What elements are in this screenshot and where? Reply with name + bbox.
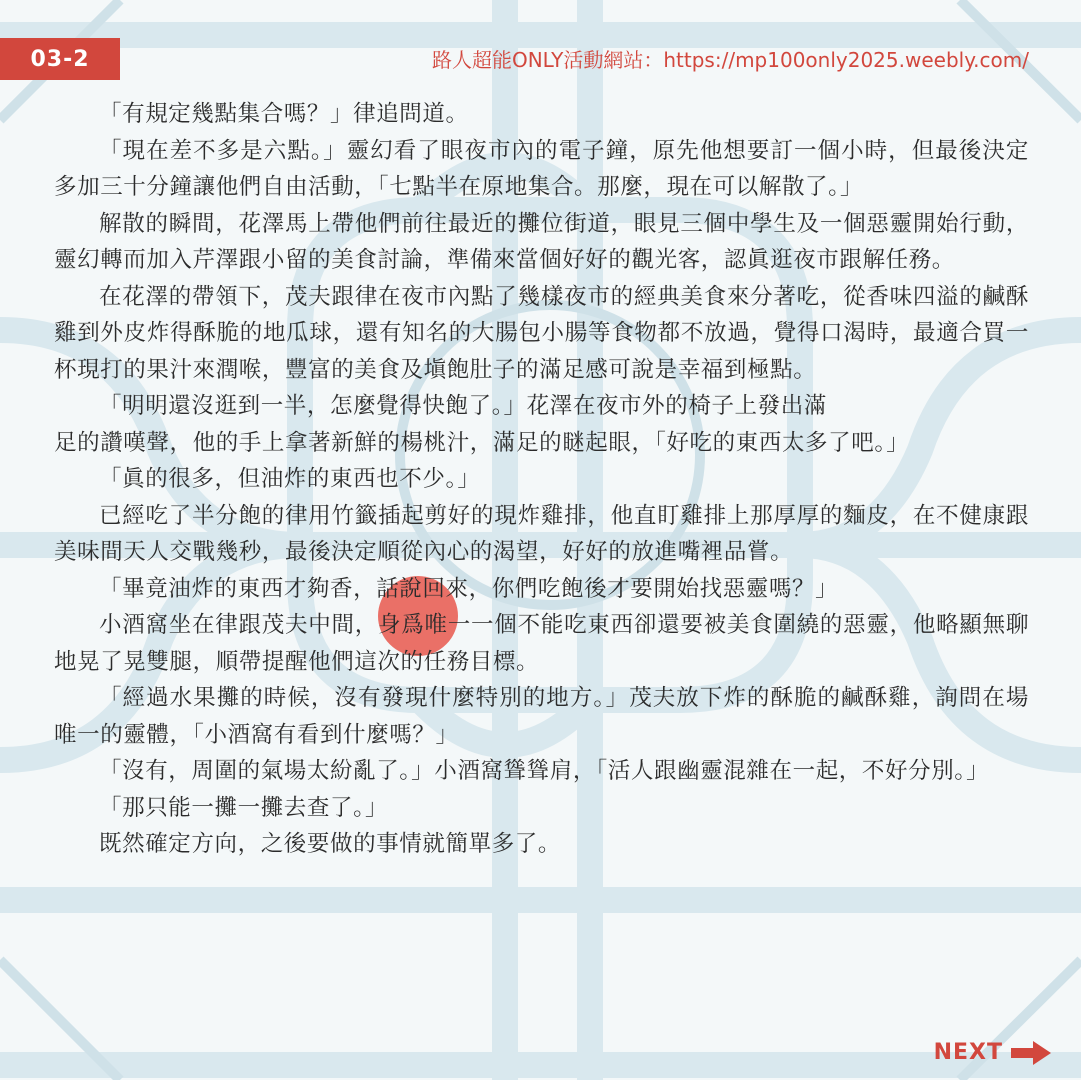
paragraph: 「明明還沒逛到一半，怎麼覺得快飽了。」花澤在夜市外的椅子上發出滿 (99, 393, 827, 419)
next-label: NEXT (933, 1040, 1003, 1065)
arrow-right-icon (1011, 1041, 1051, 1065)
paragraph-continued: 足的讚嘆聲，他的手上拿著新鮮的楊桃汁，滿足的瞇起眼，「好吃的東西太多了吧。」 (54, 429, 910, 456)
paragraph: 「那只能一攤一攤去查了。」 (99, 794, 389, 821)
story-body (54, 96, 1029, 863)
paragraph: 解散的瞬間，花澤馬上帶他們前往最近的攤位街道，眼見三個中學生及一個惡靈開始行動，靈幻轉而加入芹澤跟小留的美食討論，準備來當個好好的觀光客，認眞逛夜市跟解任務。 (54, 210, 1029, 273)
paragraph: 「有規定幾點集合嗎？」律追問道。 (99, 101, 469, 127)
paragraph: 小酒窩坐在律跟茂夫中間，身爲唯一一個不能吃東西卻還要被美食圍繞的惡靈，他略顯無聊地晃了晃雙腿，順帶提醒他們這次的任務目標。 (54, 612, 1029, 675)
next-page-button[interactable] (934, 1040, 1051, 1065)
paragraph: 「經過水果攤的時候，沒有發現什麼特別的地方。」茂夫放下炸的酥脆的鹹酥雞，詢問在場唯一的靈體，「小酒窩有看到什麼嗎？」 (54, 685, 1029, 748)
event-website-link[interactable]: 路人超能ONLY活動網站：https://mp100only2025.weebly.com/ (431, 48, 1029, 72)
paragraph: 既然確定方向，之後要做的事情就簡單多了。 (99, 831, 562, 857)
paragraph: 「現在差不多是六點。」靈幻看了眼夜市內的電子鐘，原先他想要訂一個小時，但最後決定多加三十分鐘讓他們自由活動，「七點半在原地集合。那麼，現在可以解散了。」 (54, 137, 1029, 200)
paragraph: 已經吃了半分飽的律用竹籤插起剪好的現炸雞排，他直盯雞排上那厚厚的麵皮，在不健康跟美味間天人交戰幾秒，最後決定順從內心的渴望，好好的放進嘴裡品嘗。 (54, 502, 1029, 565)
paragraph: 「畢竟油炸的東西才夠香，話說回來，你們吃飽後才要開始找惡靈嗎？」 (99, 575, 839, 602)
paragraph: 「眞的很多，但油炸的東西也不少。」 (99, 466, 481, 492)
paragraph: 在花澤的帶領下，茂夫跟律在夜市內點了幾樣夜市的經典美食來分著吃，從香味四溢的鹹酥雞到外皮炸得酥脆的地瓜球，還有知名的大腸包小腸等食物都不放過，覺得口渴時，最適合買一杯現打的果汁來潤喉，豐富的美食及塡飽肚子的滿足感可說是幸福到極點。 (54, 283, 1029, 383)
page-number-badge: 03-2 (0, 38, 120, 80)
paragraph: 「沒有，周圍的氣場太紛亂了。」小酒窩聳聳肩，「活人跟幽靈混雜在一起，不好分別。」 (99, 758, 990, 784)
